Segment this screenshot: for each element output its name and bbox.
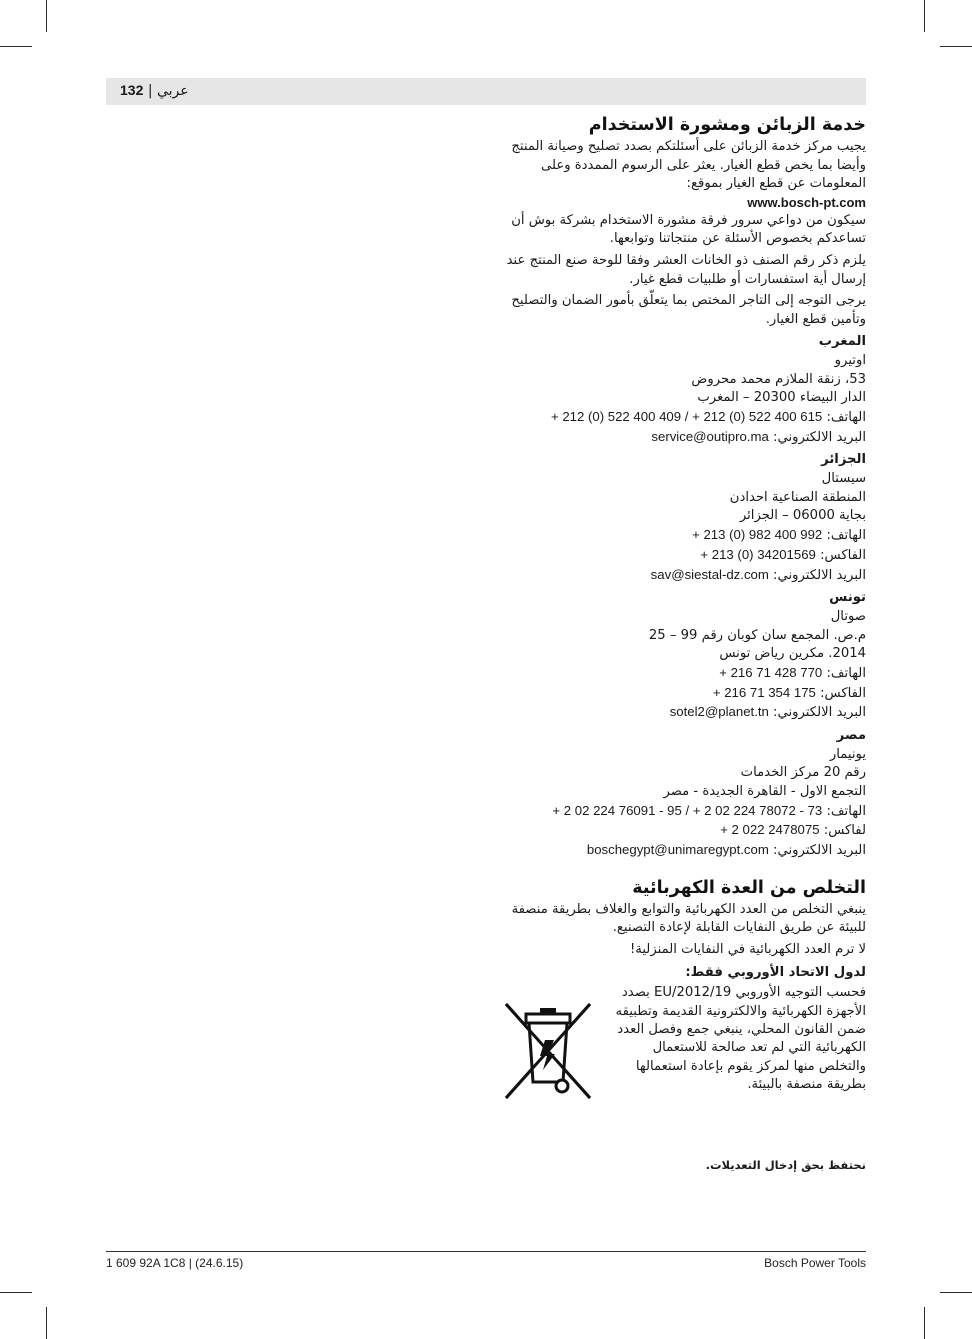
eu-only-heading: لدول الاتحاد الأوروبي فقط: <box>685 964 866 980</box>
contact-line-label: الهاتف: <box>822 665 866 681</box>
service-paragraph-4: يرجى التوجه إلى التاجر المختص بما يتعلّق بأمور الضمان والتصليح وتأمين قطع الغيار. <box>511 293 866 327</box>
country-block <box>502 451 866 585</box>
contact-line-label: 53، زنقة الملازم محمد محروض <box>691 371 866 387</box>
crop-mark <box>924 0 925 32</box>
email-link[interactable]: sav@siestal-dz.com <box>650 566 769 582</box>
crop-mark <box>0 46 32 47</box>
crop-mark <box>46 1307 47 1339</box>
contact-line <box>502 684 866 704</box>
content-column <box>502 112 866 1129</box>
contact-line <box>502 389 866 408</box>
crop-mark <box>940 46 972 47</box>
page-header <box>120 82 189 99</box>
footer-document-id: 1 609 92A 1C8 | (24.6.15) <box>106 1256 244 1270</box>
service-paragraph-1: يجيب مركز خدمة الزبائن على أسئلتكم بصدد تصليح وصيانة المنتج وأيضا بما يخص قطع الغيار. يعثر على الرسوم الممددة وعلى المعلومات عن قطع الغيار بموقع: <box>511 139 866 192</box>
contact-line-label: البريد الالكتروني: <box>768 567 866 583</box>
footer-divider <box>106 1251 866 1252</box>
contact-line-label: 2014. مكرين رياض تونس <box>719 646 866 662</box>
contact-line-label: اوتيرو <box>834 352 866 368</box>
contact-line-label: الفاكس: <box>815 685 866 701</box>
footer-brand: Bosch Power Tools <box>764 1256 866 1270</box>
phone-number: + 2 022 2478075 <box>720 822 820 838</box>
contact-line-label: بجاية 06000 – الجزائر <box>739 508 866 524</box>
contact-line-label: الهاتف: <box>822 803 866 819</box>
contact-line <box>502 566 866 586</box>
country-block <box>502 727 866 861</box>
crop-mark <box>46 0 47 32</box>
contact-line <box>502 428 866 448</box>
crop-mark <box>924 1307 925 1339</box>
country-contacts <box>502 333 866 861</box>
modification-notice: نحتفظ بحق إدخال التعديلات. <box>705 1158 866 1172</box>
contact-line-label: البريد الالكتروني: <box>768 843 866 859</box>
contact-line <box>502 802 866 822</box>
contact-line-label: لفاكس: <box>819 823 866 839</box>
contact-line <box>502 470 866 489</box>
contact-line-label: م.ص. المجمع سان كوبان رقم 99 – 25 <box>648 627 866 643</box>
contact-line <box>502 627 866 646</box>
crop-mark <box>940 1292 972 1293</box>
crop-mark <box>0 1292 32 1293</box>
service-paragraph-2: سيكون من دواعي سرور فرقة مشورة الاستخدام بشركة بوش أن تساعدكم بخصوص الأسئلة عن منتجاتنا وتوابعها. <box>511 212 866 247</box>
email-link[interactable]: sotel2@planet.tn <box>669 704 769 720</box>
contact-line <box>502 526 866 546</box>
contact-line-label: رقم 20 مركز الخدمات <box>740 765 866 781</box>
contact-line-label: البريد الالكتروني: <box>768 705 866 721</box>
contact-line-label: صوتال <box>830 608 866 624</box>
header-language: عربي <box>156 83 189 99</box>
contact-line-label: سيستال <box>821 471 866 487</box>
country-name: الجزائر <box>821 452 866 468</box>
page-number: 132 <box>120 82 144 98</box>
contact-line <box>502 664 866 684</box>
disposal-section-title: التخلص من العدة الكهربائية <box>632 877 866 898</box>
contact-line <box>502 352 866 371</box>
country-name: مصر <box>836 728 866 744</box>
contact-line-label: الهاتف: <box>822 528 866 544</box>
contact-line-label: البريد الالكتروني: <box>768 429 866 445</box>
contact-line <box>502 546 866 566</box>
country-block <box>502 333 866 447</box>
contact-line <box>502 645 866 664</box>
crossed-out-wheelie-bin-icon <box>502 1000 594 1102</box>
disposal-paragraph-2: لا ترم العدد الكهربائية في النفايات المنزلية! <box>629 942 866 958</box>
weee-directive-text: فحسب التوجيه الأوروبي 2012/19/EU بصدد الأجهزة الكهربائية والالكترونية القديمة وتطبيقه ضمن القانون المحلي، ينبغي جمع وفصل العدد الكهربائية التي لم تعد صالحة للاستعمال والتخلص منها لمركز يقوم بإعادة استعمالها بطريقة منصفة بالبيئة. <box>615 985 866 1093</box>
phone-number: + 213 (0) 982 400 992 <box>692 527 823 543</box>
service-paragraph-3: يلزم ذكر رقم الصنف ذو الخانات العشر وفقا للوحة صنع المنتج عند إرسال أية استفسارات أو طلبيات قطع غيار. <box>506 252 866 287</box>
phone-number: + 2 02 224 76091 - 95 / + 2 02 224 78072 - 73 <box>552 802 823 818</box>
header-separator: | <box>147 83 153 99</box>
contact-line-label: الهاتف: <box>822 410 866 426</box>
contact-line <box>502 608 866 627</box>
disposal-paragraph-1: ينبغي التخلص من العدد الكهربائية والتوابع والغلاف بطريقة منصفة للبيئة عن طريق النفايات القابلة لإعادة التصنيع. <box>511 901 866 936</box>
email-link[interactable]: boschegypt@unimaregypt.com <box>586 842 769 858</box>
weee-block <box>502 984 866 1129</box>
contact-line-label: الدار البيضاء 20300 – المغرب <box>697 390 866 406</box>
contact-line <box>502 408 866 428</box>
contact-line <box>502 703 866 723</box>
phone-number: + 213 (0) 34201569 <box>700 546 816 562</box>
service-url-link[interactable]: www.bosch-pt.com <box>747 194 866 210</box>
country-name: المغرب <box>818 334 866 350</box>
contact-line <box>502 371 866 390</box>
country-name: تونس <box>829 590 866 606</box>
contact-line <box>502 821 866 841</box>
contact-line-label: التجمع الاول - القاهرة الجديدة - مصر <box>663 784 866 800</box>
contact-line <box>502 507 866 526</box>
contact-line <box>502 783 866 802</box>
country-block <box>502 589 866 723</box>
contact-line-label: المنطقة الصناعية احدادن <box>729 489 866 505</box>
contact-line <box>502 841 866 861</box>
phone-number: + 216 71 428 770 <box>719 664 823 680</box>
page-header-bar <box>106 78 866 105</box>
contact-line-label: يونيمار <box>829 746 866 762</box>
service-section-title: خدمة الزبائن ومشورة الاستخدام <box>588 115 866 135</box>
contact-line <box>502 746 866 765</box>
email-link[interactable]: service@outipro.ma <box>651 428 769 444</box>
phone-number: + 216 71 354 175 <box>712 684 816 700</box>
contact-line <box>502 764 866 783</box>
contact-line-label: الفاكس: <box>815 547 866 563</box>
contact-line <box>502 489 866 508</box>
phone-number: + 212 (0) 522 400 409 / + 212 (0) 522 400 615 <box>550 409 823 425</box>
